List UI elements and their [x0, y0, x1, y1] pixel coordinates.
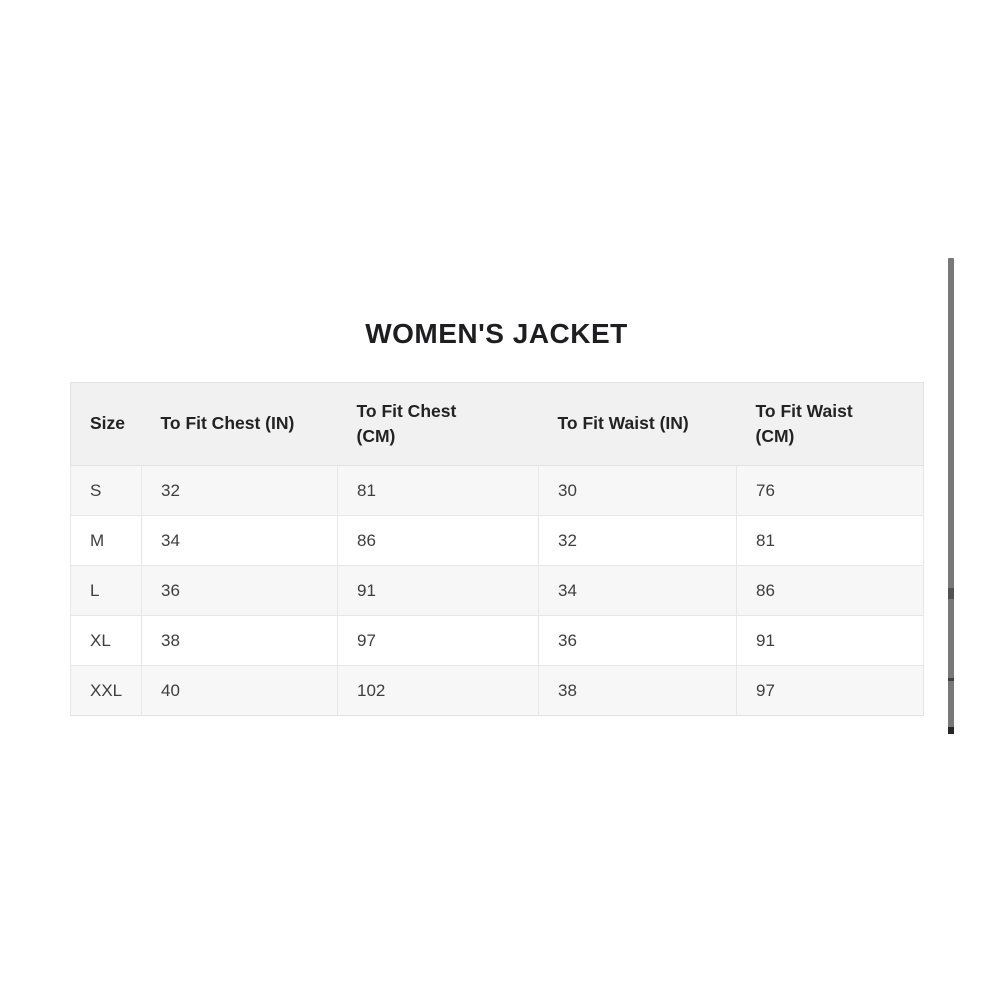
chest-in-cell: 36 — [142, 566, 338, 616]
chest-cm-cell: 102 — [338, 666, 539, 716]
size-cell: XXL — [71, 666, 142, 716]
chest-in-cell: 38 — [142, 616, 338, 666]
size-chart-body — [71, 466, 924, 716]
scrollbar — [948, 258, 954, 734]
waist-cm-cell: 76 — [737, 466, 924, 516]
scrollbar-end-cap — [948, 727, 954, 734]
scrollbar-mark — [948, 588, 954, 599]
size-cell: M — [71, 516, 142, 566]
chest-in-cell: 34 — [142, 516, 338, 566]
page-title: WOMEN'S JACKET — [365, 318, 628, 349]
waist-in-cell: 36 — [539, 616, 737, 666]
chest-cm-cell: 86 — [338, 516, 539, 566]
waist-cm-cell: 81 — [737, 516, 924, 566]
size-cell: S — [71, 466, 142, 516]
chest-in-cell: 32 — [142, 466, 338, 516]
col-header-waist-cm: To Fit Waist (CM) — [737, 383, 924, 466]
table-row-xxl — [71, 666, 924, 716]
table-row-s — [71, 466, 924, 516]
col-header-chest-cm: To Fit Chest (CM) — [338, 383, 539, 466]
table-row-m — [71, 516, 924, 566]
waist-in-cell: 38 — [539, 666, 737, 716]
col-header-chest-in: To Fit Chest (IN) — [142, 383, 338, 466]
chest-in-cell: 40 — [142, 666, 338, 716]
table-row-xl — [71, 616, 924, 666]
size-cell: XL — [71, 616, 142, 666]
col-header-size: Size — [71, 383, 142, 466]
size-cell: L — [71, 566, 142, 616]
waist-cm-cell: 91 — [737, 616, 924, 666]
table-row-l — [71, 566, 924, 616]
chest-cm-cell: 97 — [338, 616, 539, 666]
waist-in-cell: 30 — [539, 466, 737, 516]
chest-cm-cell: 91 — [338, 566, 539, 616]
size-chart-header — [71, 383, 924, 466]
header-row — [71, 383, 924, 466]
scrollbar-thumb[interactable] — [948, 258, 954, 734]
chest-cm-cell: 81 — [338, 466, 539, 516]
size-chart-section — [70, 382, 923, 716]
size-chart-table — [70, 382, 924, 716]
waist-cm-cell: 97 — [737, 666, 924, 716]
waist-in-cell: 32 — [539, 516, 737, 566]
scrollbar-mark — [948, 678, 954, 681]
waist-in-cell: 34 — [539, 566, 737, 616]
col-header-waist-in: To Fit Waist (IN) — [539, 383, 737, 466]
waist-cm-cell: 86 — [737, 566, 924, 616]
